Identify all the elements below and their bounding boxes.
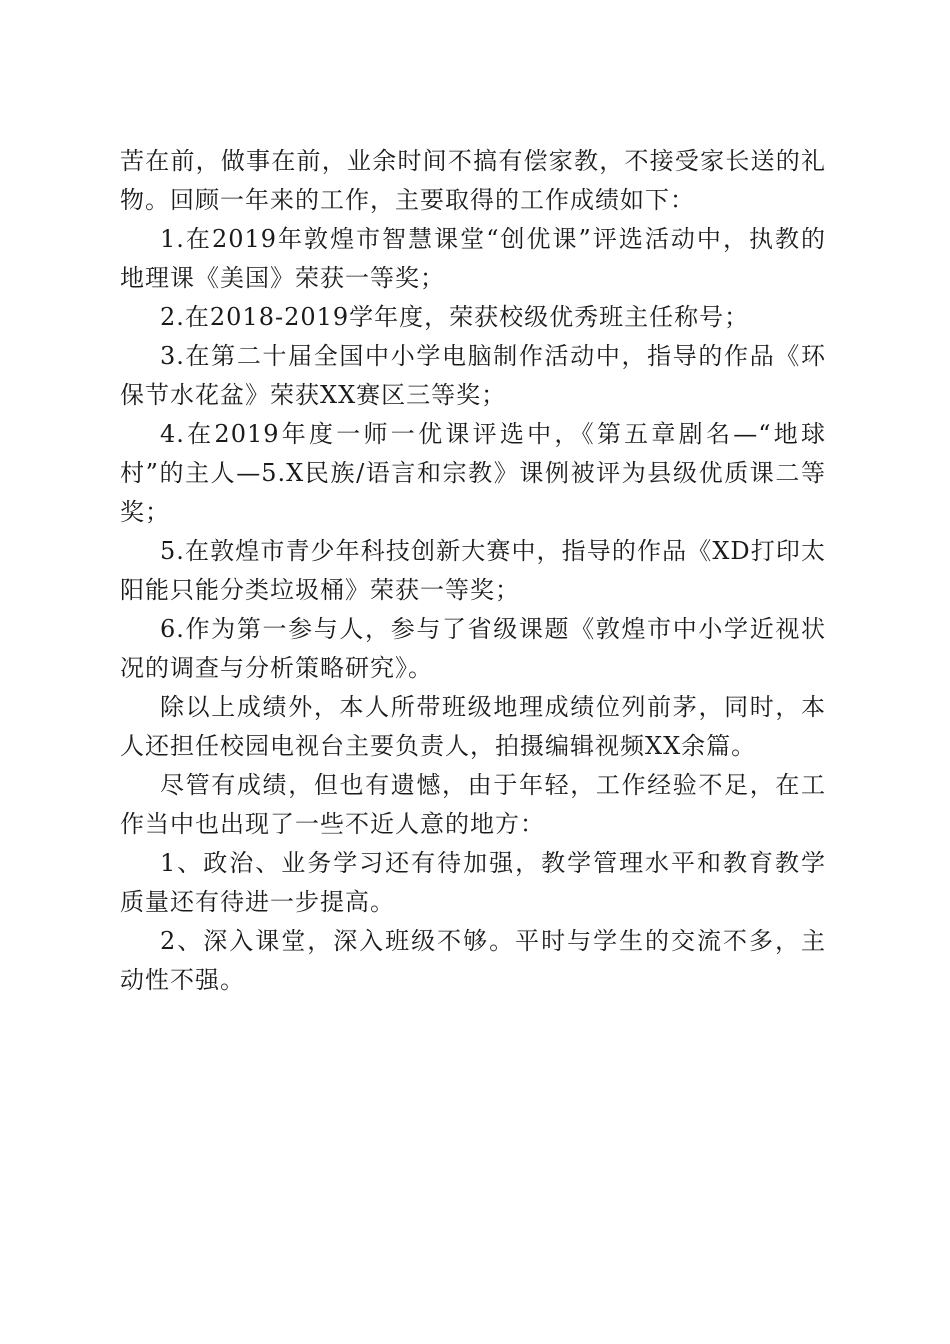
achievement-item-3: 3.在第二十届全国中小学电脑制作活动中，指导的作品《环保节水花盆》荣获XX赛区三等奖；: [120, 342, 826, 409]
additional-achievements-paragraph: 除以上成绩外，本人所带班级地理成绩位列前茅，同时，本人还担任校园电视台主要负责人，拍摄编辑视频XX余篇。: [120, 693, 826, 760]
achievement-item-4: 4.在2019年度一师一优课评选中，《第五章剧名—“地球村”的主人—5.X民族/语言和宗教》课例被评为县级优质课二等奖；: [120, 420, 826, 526]
achievement-item-2: 2.在2018-2019学年度，荣获校级优秀班主任称号；: [160, 303, 750, 331]
shortcoming-item-2: 2、深入课堂，深入班级不够。平时与学生的交流不多，主动性不强。: [120, 927, 826, 994]
paragraph-continuation: 苦在前，做事在前，业余时间不搞有偿家教，不接受家长送的礼物。回顾一年来的工作，主要取得的工作成绩如下：: [120, 147, 826, 214]
achievement-item-6: 6.作为第一参与人，参与了省级课题《敦煌市中小学近视状况的调查与分析策略研究》。: [120, 615, 826, 682]
shortcomings-intro-paragraph: 尽管有成绩，但也有遗憾，由于年轻，工作经验不足，在工作当中也出现了一些不近人意的地方：: [120, 771, 826, 838]
document-body: [120, 142, 826, 1000]
shortcoming-item-1: 1、政治、业务学习还有待加强，教学管理水平和教育教学质量还有待进一步提高。: [120, 849, 826, 916]
achievement-item-1: 1.在2019年敦煌市智慧课堂“创优课”评选活动中，执教的地理课《美国》荣获一等奖；: [120, 225, 826, 292]
achievement-item-5: 5.在敦煌市青少年科技创新大赛中，指导的作品《XD打印太阳能只能分类垃圾桶》荣获一等奖；: [120, 537, 826, 604]
